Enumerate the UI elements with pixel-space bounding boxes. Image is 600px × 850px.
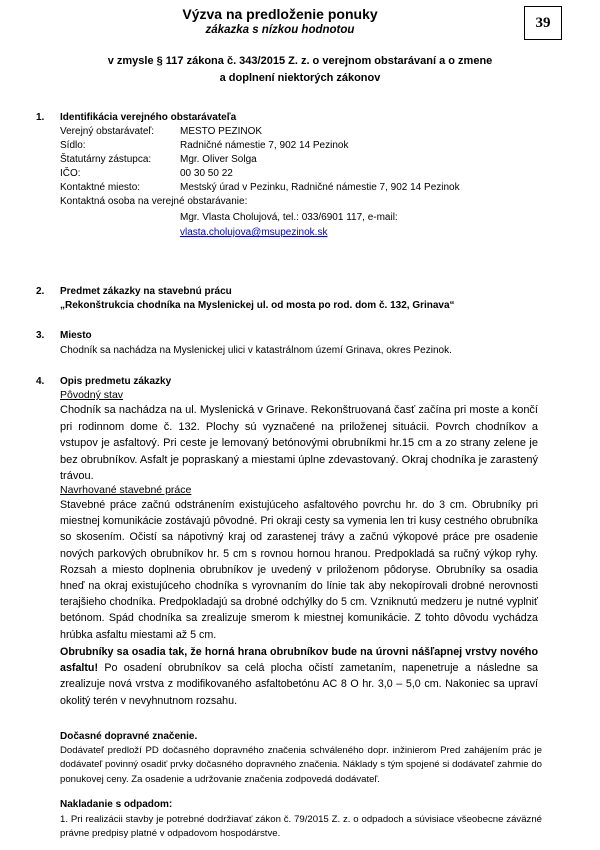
location-text: Chodník sa nachádza na Myslenickej ulici v katastrálnom území Grinava, okres Pezinok. bbox=[60, 345, 452, 356]
section-2-heading: Predmet zákazky na stavebnú prácu bbox=[60, 286, 232, 297]
section-4-number: 4. bbox=[36, 376, 45, 387]
section-3-heading: Miesto bbox=[60, 330, 92, 341]
page-title: Výzva na predloženie ponuky bbox=[182, 6, 378, 22]
section-3-number: 3. bbox=[36, 330, 45, 341]
page-subtitle: zákazka s nízkou hodnotou bbox=[205, 24, 355, 36]
page-number-badge: 39 bbox=[524, 6, 562, 40]
planned-works-text: Stavebné práce začnú odstránením existujúceho asfaltového povrchu hr. do 3 cm. Obrubníky pri miestnej komunikácie zostávajú pôvodné. Pri okraji cesty sa vymenia len tri kusy cestného obrubníka so skosením. Očistí sa nápotivný kraj od zarastenej trávy a začnú výkopové práce pre osadenie nových parkových obrubníkov hr. 5 cm s rovnou hornou hranou. Predpokladá sa ručný výkop ryhy. Rozsah a miesto doplnenia obrubníkov je uvedený v priloženom pôdoryse. Obrubníky sa osadia hneď na okraj existujúceho chodníka s vyrovnaním do línie tak aby nekopírovali drobné nerovnosti terajšieho chodníka. Predpokladajú sa drobné odchýlky do 5 cm. Vzniknutú medzeru je nutné vyplniť betónom. Spád chodníka sa zrealizuje smerom k miestnej komunikácie. Z tohto dôvodu vychádza hrúbka asfaltu miestami až 5 cm. bbox=[60, 499, 538, 641]
value-contact-place: Mestský úrad v Pezinku, Radničné námestie 7, 902 14 Pezinok bbox=[180, 182, 460, 193]
contact-email-link[interactable]: vlasta.cholujova@msupezinok.sk bbox=[180, 227, 328, 238]
contract-subject: „Rekonštrukcia chodníka na Myslenickej ul. od mosta po rod. dom č. 132, Grinava“ bbox=[60, 300, 455, 311]
label-contact-place: Kontaktné miesto: bbox=[60, 182, 141, 193]
kerb-note-bold: Obrubníky sa osadia tak, že horná hrana obrubníkov bude na úrovni nášľapnej vrstvy nového asfaltu! bbox=[60, 646, 538, 675]
legal-reference bbox=[60, 53, 540, 87]
legal-line-1: v zmysle § 117 zákona č. 343/2015 Z. z. o verejnom obstarávaní a o zmene bbox=[107, 55, 493, 67]
label-contracting-authority: Verejný obstarávateľ: bbox=[60, 126, 155, 137]
planned-works-ending: Po osadení obrubníkov sa celá plocha očistí zametaním, napenetruje a následne sa zrealizuje nová vrstva z modifikovaného asfaltobetónu AC 8 O hr. 3,0 – 5,0 cm. Nakoniec sa upraví okolitý terén v nevyhnutnom rozsahu. bbox=[60, 662, 538, 707]
legal-line-2: a doplnení niektorých zákonov bbox=[219, 72, 381, 84]
traffic-heading: Dočasné dopravné značenie. bbox=[60, 731, 198, 742]
current-state-text: Chodník sa nachádza na ul. Myslenická v Grinave. Rekonštruovaná časť začína pri moste a končí pri rodinnom dome č. 132. Plochy sú vyznačené na priloženej situácii. Povrch chodníkov a vstupov je asfaltový. Pri ceste je lemovaný betónovými obrubníkmi hr.15 cm a zo strany zelene je bez obrubníkov. Asfalt je popraskaný a miestami úplne zdevastovaný. Okraj chodníka je zarastený trávou. bbox=[60, 404, 538, 482]
planned-works-continuation bbox=[60, 644, 538, 709]
section-1-number: 1. bbox=[36, 112, 45, 123]
traffic-text: Dodávateľ predloží PD dočasného dopravného značenia schváleného dopr. inžinierom Pred zahájením prác je dodávateľ povinný osadiť prvky dočasného dopravného značenia. Náklady s tým spojené si dodávateľ zahrnie do ponukovej ceny. Za osadenie a udržovanie značenia zodpovedá dodávateľ. bbox=[60, 745, 542, 785]
label-statutory: Štatutárny zástupca: bbox=[60, 154, 152, 165]
label-contact-person: Kontaktná osoba na verejné obstarávanie: bbox=[60, 196, 248, 207]
value-statutory: Mgr. Oliver Solga bbox=[180, 154, 257, 165]
waste-text: 1. Pri realizácii stavby je potrebné dodržiavať zákon č. 79/2015 Z. z. o odpadoch a súvisiace všeobecne záväzné právne predpisy platné v odpadovom hospodárstve. bbox=[60, 814, 542, 840]
section-2-number: 2. bbox=[36, 286, 45, 297]
value-contact-person: Mgr. Vlasta Cholujová, tel.: 033/6901 117, e-mail: bbox=[180, 212, 398, 223]
value-contracting-authority: MESTO PEZINOK bbox=[180, 126, 263, 137]
waste-heading: Nakladanie s odpadom: bbox=[60, 799, 173, 810]
label-seat: Sídlo: bbox=[60, 140, 86, 151]
value-seat: Radničné námestie 7, 902 14 Pezinok bbox=[180, 140, 349, 151]
planned-works-label: Navrhované stavebné práce bbox=[60, 484, 192, 496]
label-ico: IČO: bbox=[60, 168, 81, 179]
section-1-heading: Identifikácia verejného obstarávateľa bbox=[60, 112, 237, 123]
current-state-label: Pôvodný stav bbox=[60, 389, 124, 401]
value-ico: 00 30 50 22 bbox=[180, 168, 233, 179]
section-4-heading: Opis predmetu zákazky bbox=[60, 376, 172, 387]
